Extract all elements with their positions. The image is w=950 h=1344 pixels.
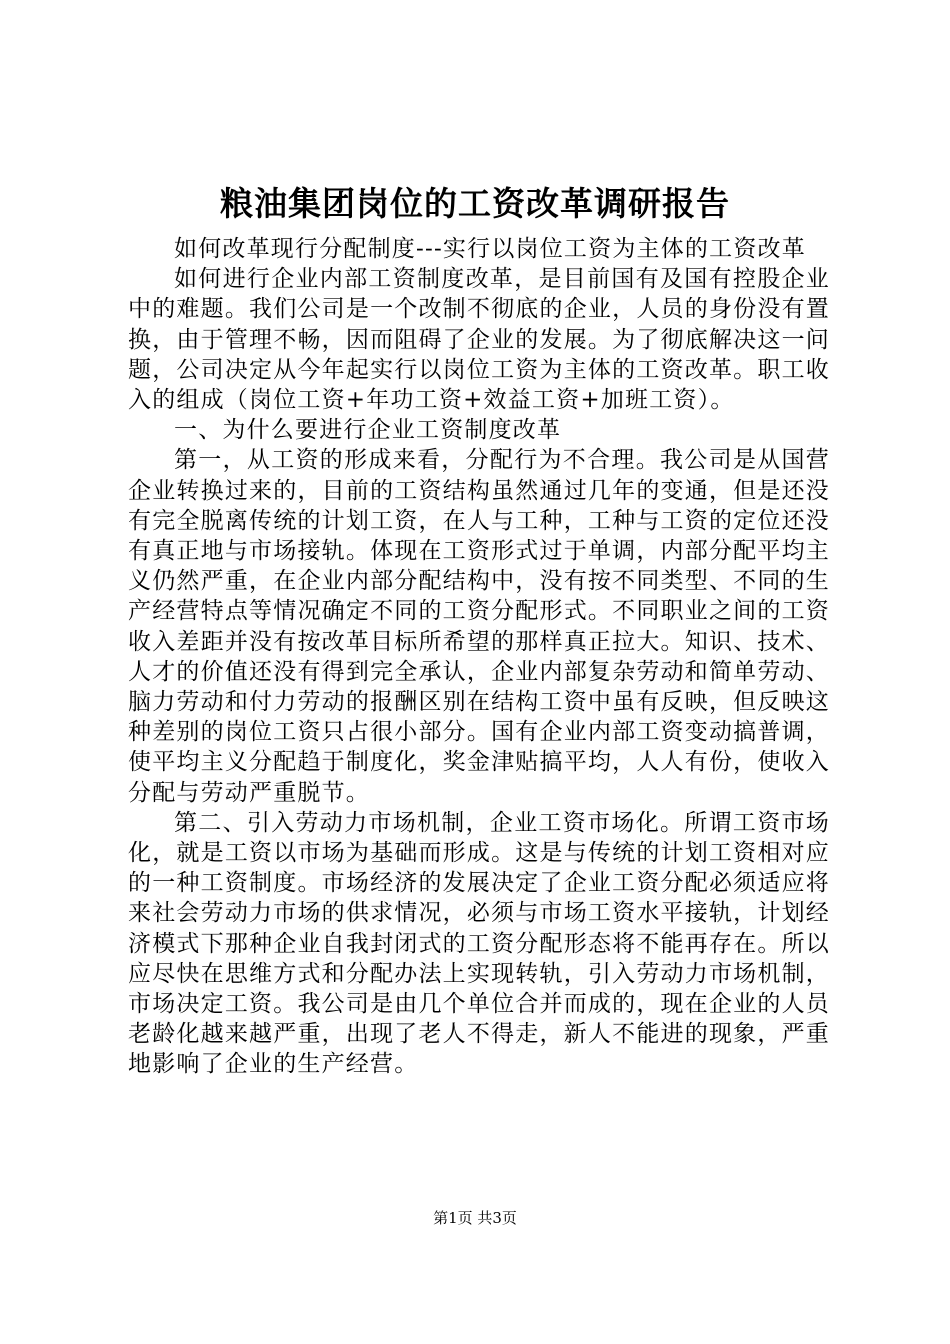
page-footer: 第1页 共3页 bbox=[433, 1209, 517, 1227]
subtitle-paragraph: 如何改革现行分配制度---实行以岗位工资为主体的工资改革 bbox=[174, 236, 806, 262]
section-heading: 一、为什么要进行企业工资制度改革 bbox=[174, 417, 562, 444]
body-paragraph-second: 第二、引入劳动力市场机制，企业工资市场化。所谓工资市场化，就是工资以市场为基础而形成。这是与传统的计划工资相对应的一种工资制度。市场经济的发展决定了企业工资分配必须适应将来社会劳动力市场的供求情况，必须与市场工资水平接轨，计划经济模式下那种企业自我封闭式的工资分配形态将不能再存在。所以应尽快在思维方式和分配办法上实现转轨，引入劳动力市场机制，市场决定工资。我公司是由几个单位合并而成的，现在企业的人员老龄化越来越严重，出现了老人不得走，新人不能进的现象，严重地影响了企业的生产经营。 bbox=[128, 809, 830, 1078]
intro-paragraph: 如何进行企业内部工资制度改革，是目前国有及国有控股企业中的难题。我们公司是一个改制不彻底的企业，人员的身份没有置换，由于管理不畅，因而阻碍了企业的发展。为了彻底解决这一问题，公司决定从今年起实行以岗位工资为主体的工资改革。职工收入的组成（岗位工资+年功工资+效益工资+加班工资）。 bbox=[128, 266, 830, 414]
document-title: 粮油集团岗位的工资改革调研报告 bbox=[220, 184, 730, 223]
body-paragraph-first: 第一，从工资的形成来看，分配行为不合理。我公司是从国营企业转换过来的，目前的工资结构虽然通过几年的变通，但是还没有完全脱离传统的计划工资，在人与工种，工种与工资的定位还没有真正地与市场接轨。体现在工资形式过于单调，内部分配平均主义仍然严重，在企业内部分配结构中，没有按不同类型、不同的生产经营特点等情况确定不同的工资分配形式。不同职业之间的工资收入差距并没有按改革目标所希望的那样真正拉大。知识、技术、人才的价值还没有得到完全承认，企业内部复杂劳动和简单劳动、脑力劳动和付力劳动的报酬区别在结构工资中虽有反映，但反映这种差别的岗位工资只占很小部分。国有企业内部工资变动搞普调，使平均主义分配趋于制度化，奖金津贴搞平均，人人有份，使收入分配与劳动严重脱节。 bbox=[128, 447, 830, 806]
document-body bbox=[128, 234, 830, 1080]
